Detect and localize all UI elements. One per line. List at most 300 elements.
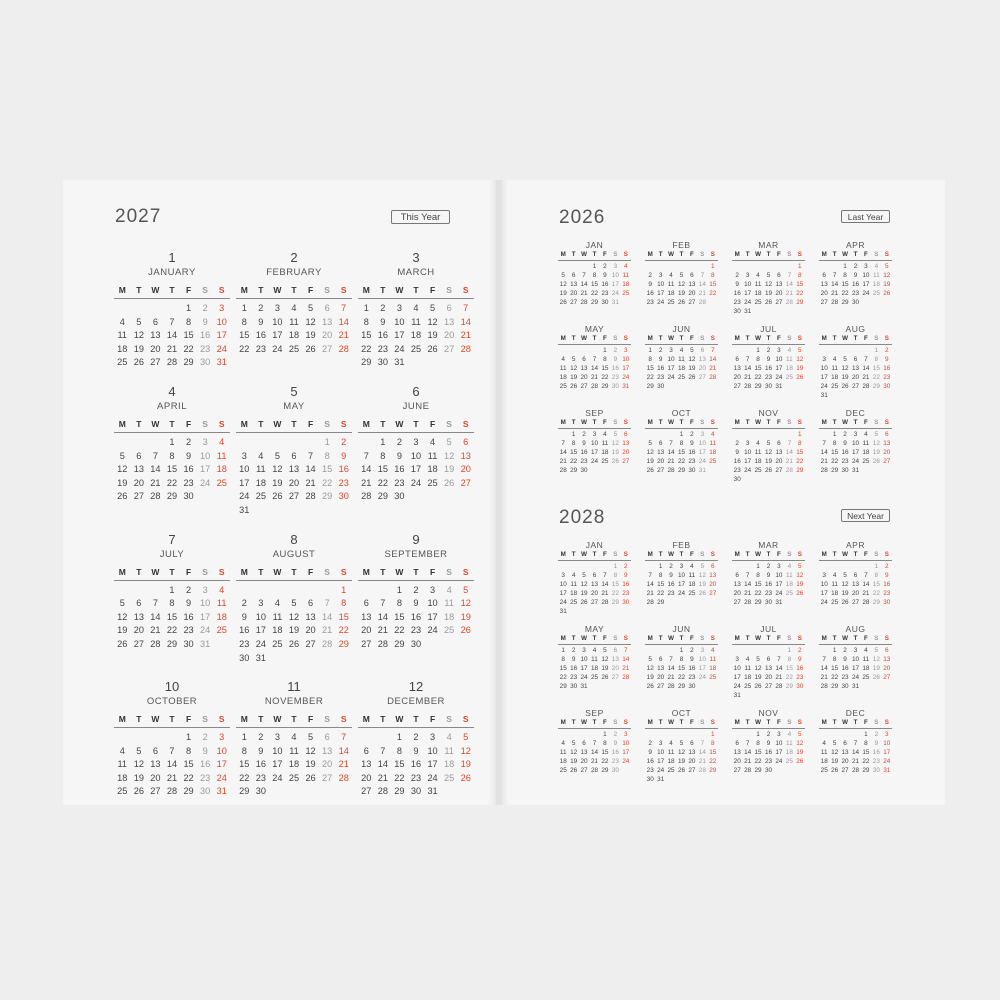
weekday-label: S xyxy=(700,251,705,258)
day-cell: 18 xyxy=(288,759,300,770)
day-cell: 20 xyxy=(150,343,161,354)
day-grid xyxy=(732,646,805,700)
weekday-label: T xyxy=(766,335,771,342)
empty-cell xyxy=(774,430,784,439)
day-cell: 25 xyxy=(117,357,128,368)
day-cell: 18 xyxy=(688,581,696,588)
day-cell: 24 xyxy=(200,477,211,488)
day-cell: 11 xyxy=(744,665,751,672)
weekday-label: S xyxy=(884,719,889,726)
day-cell: 18 xyxy=(601,449,609,456)
day-cell: 17 xyxy=(775,749,783,756)
day-cell: 8 xyxy=(874,572,879,579)
day-cell: 26 xyxy=(460,772,471,783)
month-number: 2 xyxy=(290,250,298,265)
weekday-label: W xyxy=(755,335,761,342)
day-cell: 29 xyxy=(872,599,880,606)
weekday-label: T xyxy=(853,335,858,342)
day-cell: 5 xyxy=(874,431,879,438)
day-cell: 16 xyxy=(851,281,860,288)
weekday-label: M xyxy=(118,285,126,295)
day-cell: 26 xyxy=(427,343,438,354)
month-december xyxy=(358,680,474,799)
weekday-label: T xyxy=(169,714,175,725)
day-cell: 10 xyxy=(272,745,283,756)
day-cell: 11 xyxy=(444,745,454,756)
weekday-label: S xyxy=(202,418,208,429)
day-cell: 23 xyxy=(872,758,880,765)
empty-cell xyxy=(655,730,665,739)
day-cell: 14 xyxy=(305,464,316,475)
day-cell: 16 xyxy=(657,365,665,372)
day-grid xyxy=(645,730,718,784)
day-cell: 8 xyxy=(756,356,760,363)
day-cell: 31 xyxy=(580,683,588,690)
month-jun xyxy=(645,624,718,700)
day-cell: 3 xyxy=(777,347,781,354)
day-cell: 21 xyxy=(862,590,870,597)
day-grid xyxy=(114,436,230,504)
day-cell: 31 xyxy=(775,383,783,390)
day-cell: 15 xyxy=(239,330,250,341)
day-cell: 14 xyxy=(150,464,161,475)
day-cell: 28 xyxy=(744,599,752,606)
day-cell: 18 xyxy=(117,772,128,783)
day-cell: 28 xyxy=(862,599,870,606)
weekday-label: S xyxy=(340,418,347,429)
day-cell: 14 xyxy=(744,581,752,588)
day-cell: 1 xyxy=(380,436,386,447)
day-cell: 27 xyxy=(733,599,741,606)
day-cell: 2 xyxy=(648,272,652,279)
month-name: DEC xyxy=(845,708,866,718)
empty-cell xyxy=(655,430,665,439)
month-mar xyxy=(732,240,805,316)
day-cell: 12 xyxy=(796,356,804,363)
empty-cell xyxy=(774,262,784,271)
day-cell: 24 xyxy=(590,458,599,465)
day-cell: 16 xyxy=(410,759,422,770)
day-cell: 22 xyxy=(601,758,609,765)
day-cell: 21 xyxy=(150,477,161,488)
weekday-label: T xyxy=(853,635,858,642)
day-cell: 29 xyxy=(754,767,762,774)
day-cell: 17 xyxy=(883,749,891,756)
day-cell: 6 xyxy=(885,431,889,438)
day-cell: 29 xyxy=(590,299,599,306)
weekday-label: S xyxy=(218,566,225,577)
month-name: JUL xyxy=(760,624,777,634)
weekday-label: M xyxy=(647,719,653,726)
day-cell: 15 xyxy=(677,665,686,672)
day-cell: 3 xyxy=(241,450,247,461)
day-cell: 27 xyxy=(133,491,144,502)
weekday-label: S xyxy=(787,251,792,258)
empty-cell xyxy=(784,262,794,271)
day-cell: 5 xyxy=(690,347,694,354)
day-cell: 12 xyxy=(460,745,471,756)
day-cell: 27 xyxy=(570,299,578,306)
day-cell: 19 xyxy=(796,749,804,756)
weekday-label: M xyxy=(821,719,827,726)
day-cell: 11 xyxy=(570,581,577,588)
day-cell: 7 xyxy=(864,356,868,363)
weekday-label: S xyxy=(700,719,705,726)
day-cell: 4 xyxy=(669,272,673,279)
day-cell: 11 xyxy=(411,316,421,327)
weekday-label: T xyxy=(745,419,750,426)
day-cell: 23 xyxy=(657,374,665,381)
day-cell: 17 xyxy=(216,759,227,770)
day-cell: 22 xyxy=(361,343,372,354)
day-cell: 26 xyxy=(796,374,804,381)
day-cell: 23 xyxy=(570,674,578,681)
empty-cell xyxy=(375,731,392,745)
day-cell: 3 xyxy=(413,436,419,447)
weekday-label: F xyxy=(307,714,314,725)
weekday-label: S xyxy=(797,635,802,642)
day-cell: 27 xyxy=(622,458,630,465)
day-cell: 9 xyxy=(186,450,192,461)
day-cell: 3 xyxy=(430,732,436,743)
day-cell: 17 xyxy=(216,330,227,341)
day-cell: 30 xyxy=(688,683,696,690)
empty-cell xyxy=(676,730,686,739)
weekday-label: T xyxy=(413,714,419,725)
month-name: OCTOBER xyxy=(146,696,198,708)
weekday-label: F xyxy=(777,551,781,558)
day-cell: 17 xyxy=(775,365,783,372)
empty-cell xyxy=(666,646,676,655)
day-grid xyxy=(358,731,474,799)
month-name: NOV xyxy=(758,408,779,418)
day-cell: 29 xyxy=(831,683,839,690)
empty-cell xyxy=(286,584,303,598)
weekday-label: M xyxy=(362,285,370,295)
day-cell: 25 xyxy=(216,625,227,636)
day-cell: 13 xyxy=(709,572,717,579)
day-cell: 13 xyxy=(444,316,455,327)
day-cell: 25 xyxy=(272,638,283,649)
weekday-label: S xyxy=(446,418,452,429)
day-cell: 12 xyxy=(796,572,804,579)
day-cell: 31 xyxy=(255,652,266,663)
day-cell: 29 xyxy=(166,638,178,649)
day-cell: 18 xyxy=(785,749,793,756)
day-cell: 25 xyxy=(559,383,567,390)
day-cell: 30 xyxy=(611,383,619,390)
day-cell: 11 xyxy=(688,572,696,579)
day-cell: 5 xyxy=(648,440,652,447)
day-cell: 7 xyxy=(592,740,597,747)
day-grid xyxy=(358,302,474,370)
day-cell: 24 xyxy=(239,491,250,502)
day-cell: 25 xyxy=(862,458,870,465)
day-cell: 15 xyxy=(709,749,717,756)
weekday-label: W xyxy=(395,285,404,295)
day-cell: 26 xyxy=(646,683,654,690)
day-cell: 20 xyxy=(820,290,828,297)
weekday-label: W xyxy=(668,719,674,726)
day-cell: 12 xyxy=(646,449,654,456)
day-cell: 29 xyxy=(872,383,880,390)
weekday-header xyxy=(645,635,718,645)
day-cell: 29 xyxy=(841,299,849,306)
weekday-label: W xyxy=(581,419,587,426)
day-cell: 15 xyxy=(754,365,762,372)
empty-cell xyxy=(676,262,686,271)
day-cell: 20 xyxy=(133,477,144,488)
day-cell: 9 xyxy=(885,356,889,363)
day-cell: 15 xyxy=(183,759,194,770)
day-cell: 26 xyxy=(796,758,804,765)
day-cell: 18 xyxy=(820,758,828,765)
weekday-header xyxy=(819,251,892,261)
day-cell: 9 xyxy=(874,740,879,747)
day-cell: 29 xyxy=(377,491,388,502)
day-grid xyxy=(358,584,474,652)
month-name: SEP xyxy=(585,408,604,418)
day-cell: 9 xyxy=(843,656,847,663)
day-cell: 1 xyxy=(832,647,837,654)
day-cell: 11 xyxy=(786,572,793,579)
month-name: JULY xyxy=(159,548,185,560)
day-cell: 2 xyxy=(843,431,847,438)
day-cell: 22 xyxy=(559,674,567,681)
weekday-label: T xyxy=(571,335,576,342)
day-cell: 15 xyxy=(831,449,839,456)
day-cell: 8 xyxy=(679,656,684,663)
day-cell: 10 xyxy=(427,745,438,756)
day-cell: 8 xyxy=(169,450,175,461)
day-cell: 16 xyxy=(667,581,675,588)
month-aug xyxy=(819,624,892,700)
weekday-label: W xyxy=(755,251,761,258)
day-cell: 9 xyxy=(258,316,264,327)
day-grid xyxy=(645,430,718,475)
day-cell: 10 xyxy=(851,440,860,447)
day-cell: 3 xyxy=(745,272,750,279)
month-november xyxy=(236,680,352,799)
day-cell: 19 xyxy=(117,625,128,636)
day-cell: 21 xyxy=(667,674,675,681)
day-cell: 9 xyxy=(843,440,847,447)
month-number: 7 xyxy=(168,531,176,547)
day-cell: 2 xyxy=(341,436,347,447)
day-cell: 31 xyxy=(744,308,752,315)
day-cell: 12 xyxy=(872,440,880,447)
day-cell: 20 xyxy=(851,374,860,381)
day-cell: 12 xyxy=(646,665,654,672)
day-cell: 24 xyxy=(698,674,706,681)
day-cell: 2 xyxy=(690,647,694,654)
day-cell: 21 xyxy=(590,374,599,381)
weekday-label: S xyxy=(462,285,469,295)
day-cell: 6 xyxy=(777,440,781,447)
day-cell: 29 xyxy=(183,786,194,797)
day-cell: 11 xyxy=(117,330,128,341)
empty-cell xyxy=(763,646,773,655)
empty-cell xyxy=(568,346,578,355)
weekday-label: F xyxy=(429,418,436,429)
day-cell: 23 xyxy=(764,758,773,765)
day-cell: 4 xyxy=(679,347,684,354)
day-cell: 6 xyxy=(571,272,576,279)
weekday-header xyxy=(645,335,718,345)
day-cell: 8 xyxy=(679,440,684,447)
empty-cell xyxy=(784,430,794,439)
day-cell: 18 xyxy=(872,281,880,288)
day-cell: 25 xyxy=(831,599,839,606)
day-cell: 12 xyxy=(601,656,609,663)
day-cell: 30 xyxy=(410,638,422,649)
day-cell: 2 xyxy=(658,347,663,354)
month-number: 3 xyxy=(412,250,420,265)
day-cell: 7 xyxy=(700,740,705,747)
day-cell: 14 xyxy=(744,365,752,372)
day-cell: 30 xyxy=(183,638,194,649)
day-cell: 8 xyxy=(186,316,192,327)
day-cell: 9 xyxy=(648,749,652,756)
day-cell: 19 xyxy=(580,590,588,597)
day-cell: 25 xyxy=(288,772,300,783)
day-cell: 7 xyxy=(380,745,386,756)
weekday-label: F xyxy=(864,551,868,558)
last-year-tag: Last Year xyxy=(841,210,890,223)
day-cell: 11 xyxy=(256,464,266,475)
month-may xyxy=(558,624,631,700)
day-cell: 12 xyxy=(698,572,706,579)
day-cell: 26 xyxy=(841,383,849,390)
day-cell: 1 xyxy=(241,303,247,313)
day-cell: 13 xyxy=(580,365,588,372)
day-cell: 18 xyxy=(570,590,578,597)
weekday-label: W xyxy=(273,285,282,295)
day-cell: 7 xyxy=(561,440,565,447)
day-cell: 14 xyxy=(361,464,372,475)
day-cell: 1 xyxy=(798,431,802,438)
day-cell: 30 xyxy=(200,357,211,368)
day-cell: 3 xyxy=(658,272,663,279)
weekday-header xyxy=(819,551,892,561)
weekday-label: T xyxy=(766,419,771,426)
day-cell: 4 xyxy=(274,598,280,609)
day-cell: 25 xyxy=(559,767,567,774)
day-cell: 22 xyxy=(394,772,405,783)
month-name: FEBRUARY xyxy=(266,267,322,278)
day-cell: 28 xyxy=(590,767,599,774)
weekday-label: T xyxy=(832,719,837,726)
day-cell: 1 xyxy=(798,263,802,270)
weekday-header xyxy=(558,335,631,345)
day-cell: 23 xyxy=(255,772,266,783)
day-cell: 23 xyxy=(764,590,773,597)
day-cell: 30 xyxy=(851,299,860,306)
empty-cell xyxy=(645,430,655,439)
day-cell: 3 xyxy=(822,356,826,363)
day-cell: 1 xyxy=(711,731,715,738)
day-cell: 20 xyxy=(322,759,333,770)
weekday-label: S xyxy=(324,418,330,429)
day-cell: 25 xyxy=(872,290,880,297)
day-cell: 24 xyxy=(272,343,283,354)
day-cell: 12 xyxy=(133,759,144,770)
weekday-label: S xyxy=(710,719,715,726)
day-cell: 3 xyxy=(853,431,858,438)
weekday-label: M xyxy=(821,551,827,558)
day-cell: 24 xyxy=(851,458,860,465)
day-cell: 28 xyxy=(377,638,388,649)
weekday-header xyxy=(645,551,718,561)
day-cell: 17 xyxy=(622,749,630,756)
day-cell: 14 xyxy=(559,449,567,456)
day-cell: 27 xyxy=(841,767,849,774)
day-cell: 2 xyxy=(582,431,586,438)
day-cell: 19 xyxy=(305,330,316,341)
day-cell: 25 xyxy=(216,477,227,488)
weekday-label: W xyxy=(273,714,282,725)
day-cell: 16 xyxy=(883,365,891,372)
day-cell: 30 xyxy=(255,786,266,797)
month-name: MAY xyxy=(283,400,305,412)
day-cell: 20 xyxy=(322,330,333,341)
day-cell: 21 xyxy=(744,374,752,381)
day-cell: 3 xyxy=(624,731,628,738)
day-cell: 14 xyxy=(862,581,870,588)
weekday-label: T xyxy=(291,285,297,295)
day-cell: 5 xyxy=(832,740,837,747)
month-april xyxy=(114,385,230,518)
empty-cell xyxy=(358,584,375,598)
day-cell: 14 xyxy=(166,330,178,341)
day-cell: 7 xyxy=(324,598,330,609)
day-cell: 3 xyxy=(592,431,597,438)
day-cell: 27 xyxy=(580,767,588,774)
weekday-label: S xyxy=(613,719,618,726)
day-cell: 24 xyxy=(657,767,665,774)
day-cell: 21 xyxy=(460,330,471,341)
weekday-header xyxy=(236,567,352,581)
day-cell: 17 xyxy=(255,625,266,636)
day-cell: 6 xyxy=(446,303,452,313)
empty-cell xyxy=(829,562,839,571)
month-name: JUN xyxy=(672,624,691,634)
day-cell: 24 xyxy=(427,772,438,783)
day-cell: 2 xyxy=(735,440,739,447)
month-number: 8 xyxy=(290,531,298,547)
day-cell: 22 xyxy=(754,374,762,381)
day-cell: 24 xyxy=(622,374,630,381)
day-cell: 19 xyxy=(677,758,686,765)
month-name: SEPTEMBER xyxy=(384,548,448,560)
empty-cell xyxy=(666,430,676,439)
weekday-label: T xyxy=(679,251,684,258)
day-cell: 20 xyxy=(698,365,706,372)
empty-cell xyxy=(753,262,763,271)
day-cell: 30 xyxy=(883,599,891,606)
day-cell: 17 xyxy=(657,758,665,765)
day-cell: 17 xyxy=(272,330,283,341)
weekday-label: M xyxy=(118,714,126,725)
month-name: SEP xyxy=(585,708,604,718)
day-cell: 22 xyxy=(183,343,194,354)
day-cell: 10 xyxy=(622,356,630,363)
day-cell: 21 xyxy=(744,758,752,765)
day-cell: 9 xyxy=(648,281,652,288)
empty-cell xyxy=(861,562,871,571)
day-cell: 30 xyxy=(764,767,773,774)
day-cell: 15 xyxy=(570,449,578,456)
